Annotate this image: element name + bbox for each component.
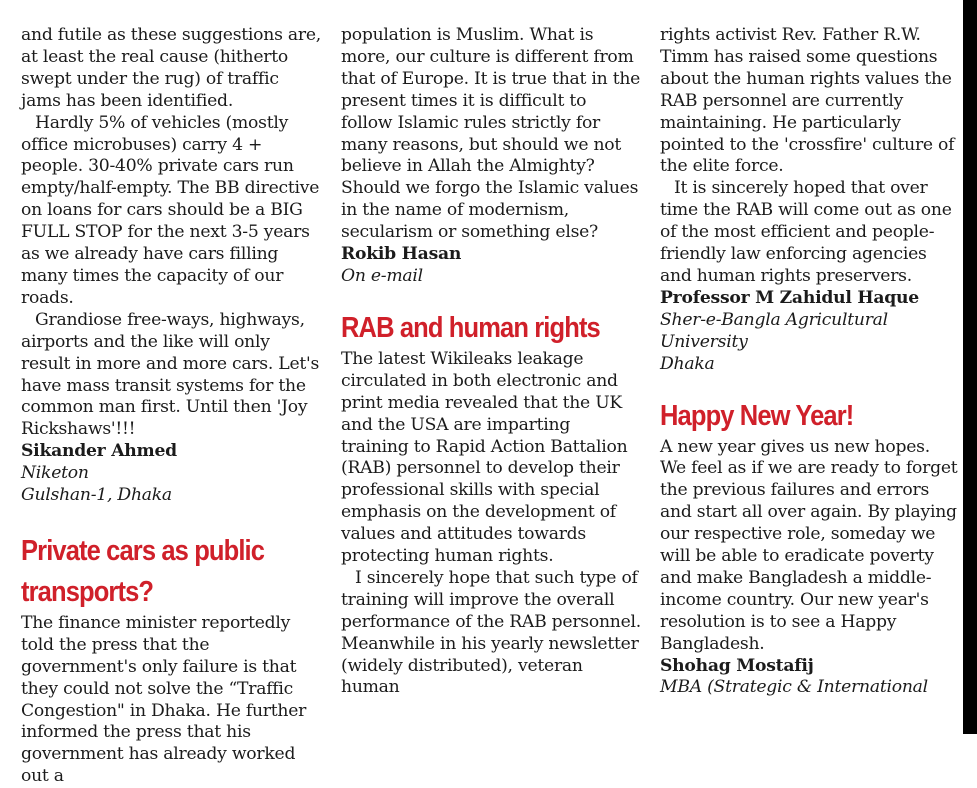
column-middle <box>341 25 641 699</box>
letter-paragraph: Grandiose free-ways, highways, airports and the like will only result in more and more cars. Let's have mass transit systems for the common man first. Until then 'Joy Rickshaws'!!! <box>21 309 320 440</box>
letter-headline: Happy New Year! <box>660 399 854 432</box>
letter-paragraph: Hardly 5% of vehicles (mostly office microbuses) carry 4 + people. 30-40% private cars run empty/half-empty. The BB directive on loans for cars should be a BIG FULL STOP for the next 3-5 years as we already have cars filling many times the capacity of our roads. <box>21 112 320 308</box>
author-affiliation: MBA (Strategic & International <box>660 677 928 698</box>
author-location: Dhaka <box>660 353 715 374</box>
letter-paragraph: It is sincerely hoped that over time the RAB will come out as one of the most efficient and people-friendly law enforcing agencies and human rights preservers. <box>660 178 952 286</box>
author-name: Rokib Hasan <box>341 244 462 265</box>
letter-paragraph: The finance minister reportedly told the press that the government's only failure is that they could not solve the “Traffic Congestion" in Dhaka. He further informed the press that his government has already worked out a <box>21 612 307 787</box>
letter-paragraph: The latest Wikileaks leakage circulated in both electronic and print media revealed that the UK and the USA are imparting training to Rapid Action Battalion (RAB) personnel to develop their professional skills with special emphasis on the development of values and attitudes towards protecting human rights. <box>341 348 628 567</box>
letter-paragraph: and futile as these suggestions are, at least the real cause (hitherto swept under the rug) of traffic jams has been identified. <box>21 25 321 111</box>
page-edge-bar <box>963 0 977 734</box>
column-right <box>660 25 960 699</box>
letter-headline: RAB and human rights <box>341 311 600 344</box>
letter-paragraph: I sincerely hope that such type of training will improve the overall performance of the RAB personnel. Meanwhile in his yearly newsletter (widely distributed), veteran human <box>341 567 642 698</box>
letter-paragraph: A new year gives us new hopes. We feel as if we are ready to forget the previous failures and errors and start all over again. By playing our respective role, someday we will be able to eradicate poverty and make Bangladesh a middle-income country. Our new year's resolution is to see a Happy Bangladesh. <box>660 436 958 654</box>
author-affiliation: On e-mail <box>341 265 423 286</box>
author-affiliation: Niketon <box>21 463 89 484</box>
author-name: Sikander Ahmed <box>21 441 177 462</box>
author-name: Shohag Mostafij <box>660 655 814 676</box>
column-left <box>21 25 323 788</box>
letter-headline: Private cars as public transports? <box>21 534 265 608</box>
letter-paragraph: rights activist Rev. Father R.W. Timm has raised some questions about the human rights values the RAB personnel are currently maintaining. He particularly pointed to the 'crossfire' culture of the elite force. <box>660 25 955 177</box>
letter-paragraph: population is Muslim. What is more, our culture is different from that of Europe. It is true that in the present times it is difficult to follow Islamic rules strictly for many reasons, but should we not believe in Allah the Almighty? Should we forgo the Islamic values in the name of modernism, secularism or something else? <box>341 25 641 243</box>
author-name: Professor M Zahidul Haque <box>660 287 919 308</box>
author-affiliation: Sher-e-Bangla Agricultural University <box>660 309 888 352</box>
author-location: Gulshan-1, Dhaka <box>21 485 172 506</box>
